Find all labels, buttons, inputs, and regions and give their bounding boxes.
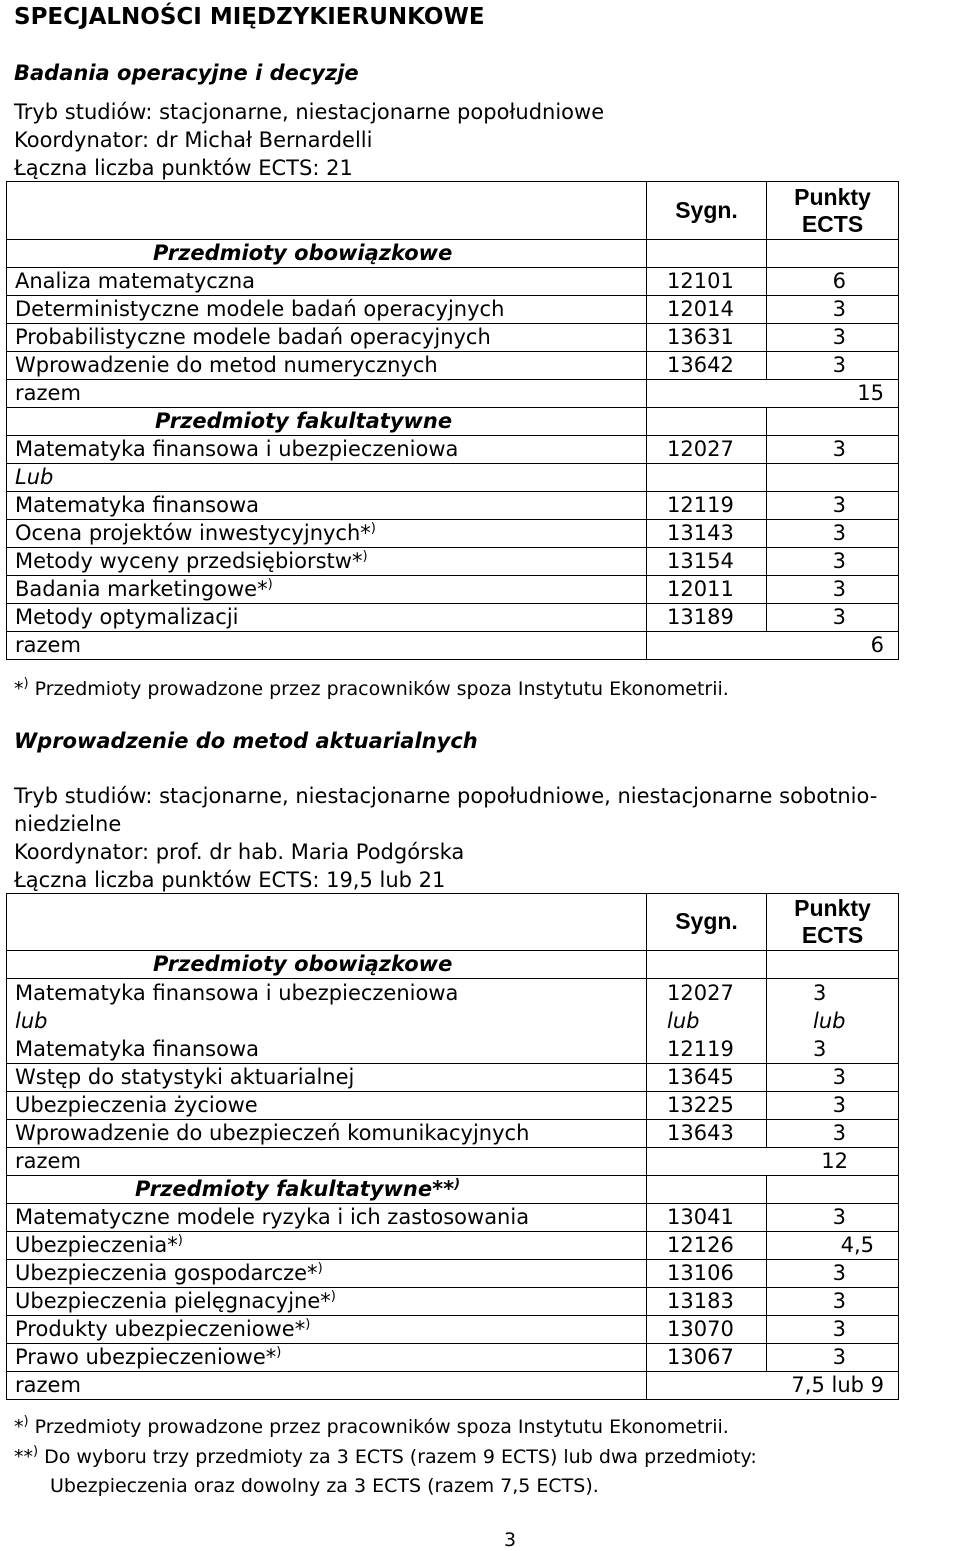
course-name: Ubezpieczenia*) bbox=[7, 1232, 647, 1260]
table-row bbox=[7, 548, 899, 576]
course-ects: 3 bbox=[767, 352, 899, 380]
course-name: Wprowadzenie do metod numerycznych bbox=[7, 352, 647, 380]
course-ects: 3 bbox=[813, 1037, 827, 1061]
course-ects: 3 bbox=[767, 1204, 899, 1232]
course-name: Ubezpieczenia życiowe bbox=[7, 1092, 647, 1120]
course-code: 13642 bbox=[647, 352, 767, 380]
table-row bbox=[7, 520, 899, 548]
course-name: Matematyczne modele ryzyka i ich zastosowania bbox=[7, 1204, 647, 1232]
course-ects: 4,5 bbox=[767, 1232, 899, 1260]
course-ects: 3 bbox=[767, 1120, 899, 1148]
course-name: Prawo ubezpieczeniowe*) bbox=[7, 1344, 647, 1372]
code-header: Sygn. bbox=[675, 196, 738, 223]
table-row bbox=[7, 1232, 899, 1260]
section-heading: Przedmioty obowiązkowe bbox=[7, 240, 647, 268]
course-code: 12027 bbox=[647, 436, 767, 464]
or-label: Lub bbox=[7, 464, 647, 492]
course-name: Deterministyczne modele badań operacyjnych bbox=[7, 296, 647, 324]
ects-total: Łączna liczba punktów ECTS: 21 bbox=[14, 156, 353, 180]
study-mode-continued: niedzielne bbox=[14, 812, 122, 836]
course-ects: 6 bbox=[767, 268, 899, 296]
course-name: Metody wyceny przedsiębiorstw*) bbox=[7, 548, 647, 576]
study-mode: Tryb studiów: stacjonarne, niestacjonarne popołudniowe bbox=[14, 100, 605, 124]
page-number: 3 bbox=[504, 1529, 517, 1551]
course-code: 12101 bbox=[647, 268, 767, 296]
sum-row bbox=[7, 1148, 899, 1176]
code-header: Sygn. bbox=[675, 908, 738, 934]
table-row bbox=[7, 296, 899, 324]
course-ects: 3 bbox=[767, 296, 899, 324]
course-code: 13106 bbox=[647, 1260, 767, 1288]
course-ects: 3 bbox=[813, 981, 827, 1005]
course-code: 13183 bbox=[647, 1288, 767, 1316]
table-row bbox=[7, 1092, 899, 1120]
course-name: Metody optymalizacji bbox=[7, 604, 647, 632]
course-name: Wprowadzenie do ubezpieczeń komunikacyjnych bbox=[7, 1120, 647, 1148]
course-name: Ocena projektów inwestycyjnych*) bbox=[7, 520, 647, 548]
or-label: lub bbox=[15, 1009, 48, 1033]
points-header: Punkty ECTS bbox=[767, 894, 899, 951]
course-code: 12011 bbox=[647, 576, 767, 604]
table-row bbox=[7, 1260, 899, 1288]
footnote: **) Do wyboru trzy przedmioty za 3 ECTS (razem 9 ECTS) lub dwa przedmioty: bbox=[14, 1444, 757, 1468]
course-ects: 3 bbox=[767, 604, 899, 632]
footnote-continued: Ubezpieczenia oraz dowolny za 3 ECTS (razem 7,5 ECTS). bbox=[50, 1475, 599, 1497]
course-code: 12119 bbox=[667, 1037, 734, 1061]
table-row bbox=[7, 1204, 899, 1232]
course-ects: 3 bbox=[767, 548, 899, 576]
sum-ects: 6 bbox=[647, 632, 899, 660]
page-title: SPECJALNOŚCI MIĘDZYKIERUNKOWE bbox=[14, 4, 485, 30]
course-code: 13645 bbox=[647, 1064, 767, 1092]
table-row bbox=[7, 492, 899, 520]
sum-label: razem bbox=[7, 1148, 647, 1176]
course-name: Matematyka finansowa i ubezpieczeniowa bbox=[7, 436, 647, 464]
study-mode: Tryb studiów: stacjonarne, niestacjonarne popołudniowe, niestacjonarne sobotnio- bbox=[14, 784, 878, 808]
course-code: 13189 bbox=[647, 604, 767, 632]
course-code: 13070 bbox=[647, 1316, 767, 1344]
course-name: Badania marketingowe*) bbox=[7, 576, 647, 604]
course-ects: 3 bbox=[767, 576, 899, 604]
table-row bbox=[7, 1064, 899, 1092]
course-name: Ubezpieczenia pielęgnacyjne*) bbox=[7, 1288, 647, 1316]
table-row bbox=[7, 604, 899, 632]
or-label: lub bbox=[667, 1009, 700, 1033]
sum-row bbox=[7, 380, 899, 408]
footnote: *) Przedmioty prowadzone przez pracowników spoza Instytutu Ekonometrii. bbox=[14, 676, 729, 700]
points-header: Punkty ECTS bbox=[767, 182, 899, 240]
course-ects: 3 bbox=[767, 1064, 899, 1092]
course-code: 13631 bbox=[647, 324, 767, 352]
courses-table bbox=[6, 893, 899, 1400]
table-row bbox=[7, 268, 899, 296]
course-ects: 3 bbox=[767, 1260, 899, 1288]
course-ects: 3 bbox=[767, 1344, 899, 1372]
table-row bbox=[7, 1344, 899, 1372]
sum-label: razem bbox=[7, 380, 647, 408]
course-code: 13225 bbox=[647, 1092, 767, 1120]
choice-row bbox=[7, 979, 899, 1064]
course-ects: 3 bbox=[767, 1092, 899, 1120]
sum-label: razem bbox=[7, 1372, 647, 1400]
course-code: 13143 bbox=[647, 520, 767, 548]
table-row bbox=[7, 1316, 899, 1344]
sum-row bbox=[7, 632, 899, 660]
course-name: Matematyka finansowa bbox=[15, 1037, 260, 1061]
ects-total: Łączna liczba punktów ECTS: 19,5 lub 21 bbox=[14, 868, 446, 892]
course-code: 13067 bbox=[647, 1344, 767, 1372]
course-name: Probabilistyczne modele badań operacyjnych bbox=[7, 324, 647, 352]
coordinator: Koordynator: dr Michał Bernardelli bbox=[14, 128, 373, 152]
section-heading: Przedmioty fakultatywne bbox=[7, 408, 647, 436]
course-name: Matematyka finansowa i ubezpieczeniowa bbox=[15, 981, 459, 1005]
course-code: 13041 bbox=[647, 1204, 767, 1232]
course-code: 12126 bbox=[647, 1232, 767, 1260]
sum-label: razem bbox=[7, 632, 647, 660]
table-row bbox=[7, 436, 899, 464]
course-code: 13154 bbox=[647, 548, 767, 576]
specialty-name: Badania operacyjne i decyzje bbox=[14, 61, 359, 85]
course-name: Analiza matematyczna bbox=[7, 268, 647, 296]
course-name: Ubezpieczenia gospodarcze*) bbox=[7, 1260, 647, 1288]
course-ects: 3 bbox=[767, 492, 899, 520]
course-name: Wstęp do statystyki aktuarialnej bbox=[7, 1064, 647, 1092]
table-row bbox=[7, 1288, 899, 1316]
course-name: Matematyka finansowa bbox=[7, 492, 647, 520]
course-code: 12027 bbox=[667, 981, 734, 1005]
or-label: lub bbox=[813, 1009, 846, 1033]
table-row bbox=[7, 324, 899, 352]
course-code: 12119 bbox=[647, 492, 767, 520]
section-heading: Przedmioty obowiązkowe bbox=[7, 951, 647, 979]
course-ects: 3 bbox=[767, 324, 899, 352]
course-ects: 3 bbox=[767, 1316, 899, 1344]
table-row bbox=[7, 576, 899, 604]
footnote: *) Przedmioty prowadzone przez pracowników spoza Instytutu Ekonometrii. bbox=[14, 1414, 729, 1438]
sum-ects: 15 bbox=[647, 380, 899, 408]
course-code: 13643 bbox=[647, 1120, 767, 1148]
courses-table bbox=[6, 181, 899, 660]
course-ects: 3 bbox=[767, 436, 899, 464]
table-row bbox=[7, 1120, 899, 1148]
course-ects: 3 bbox=[767, 1288, 899, 1316]
coordinator: Koordynator: prof. dr hab. Maria Podgórska bbox=[14, 840, 465, 864]
specialty-name: Wprowadzenie do metod aktuarialnych bbox=[14, 729, 478, 753]
course-code: 12014 bbox=[647, 296, 767, 324]
sum-ects: 12 bbox=[647, 1148, 899, 1176]
sum-ects: 7,5 lub 9 bbox=[647, 1372, 899, 1400]
course-name: Produkty ubezpieczeniowe*) bbox=[7, 1316, 647, 1344]
table-row bbox=[7, 352, 899, 380]
course-ects: 3 bbox=[767, 520, 899, 548]
section-heading: Przedmioty fakultatywne**) bbox=[7, 1176, 647, 1204]
sum-row bbox=[7, 1372, 899, 1400]
